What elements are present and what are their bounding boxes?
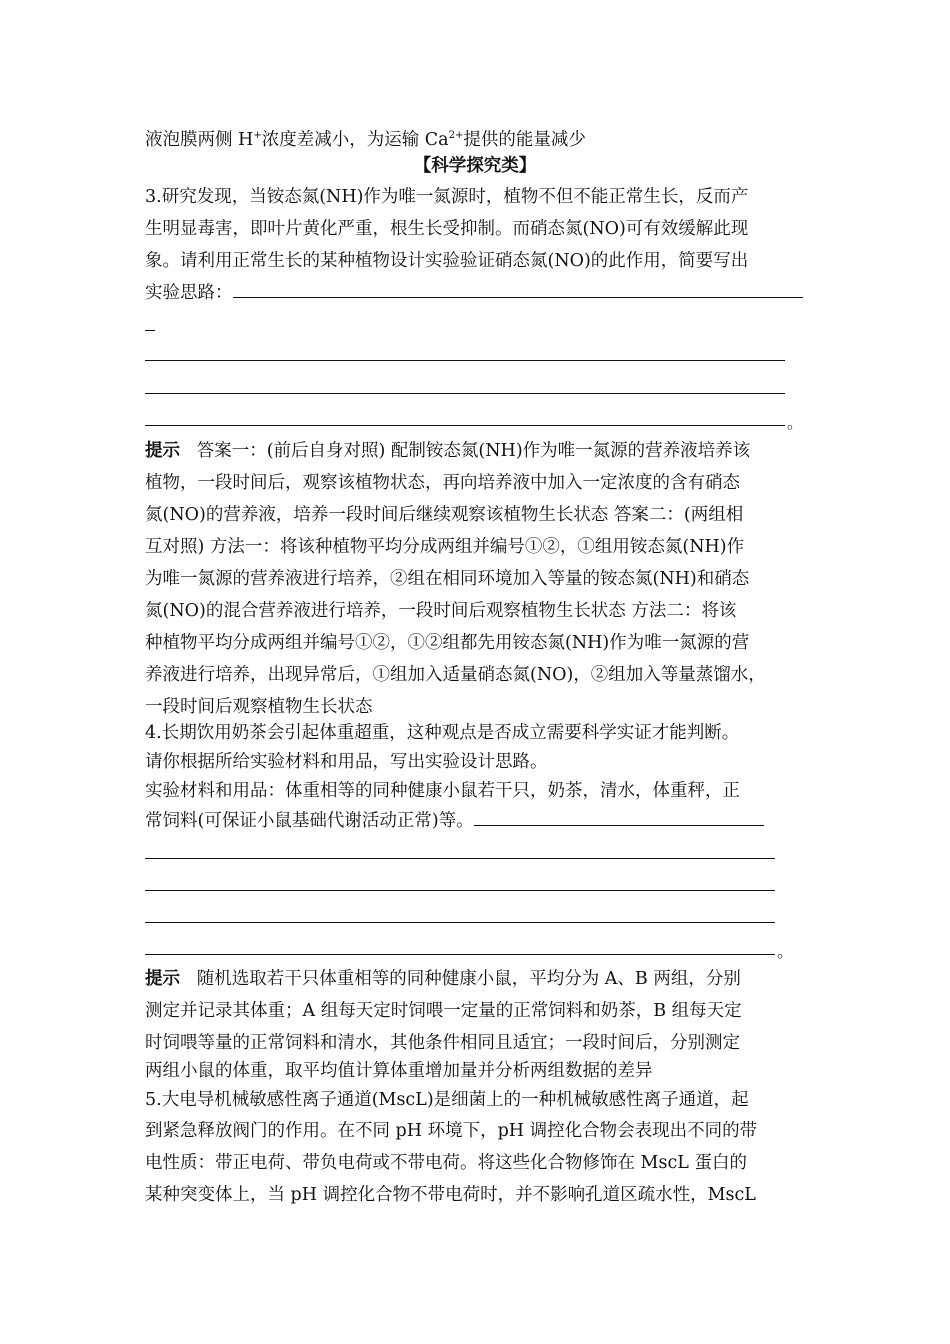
q3-hint-line-6: 氮(NO)的混合营养液进行培养，一段时间后观察植物生长状态 方法二：将该 <box>145 601 737 621</box>
q3-prompt: 实验思路： <box>145 283 233 303</box>
q3-hint-line-1: 提示 答案一：(前后自身对照) 配制铵态氮(NH)作为唯一氮源的营养液培养该 <box>145 441 751 461</box>
q4-answer-blank-1[interactable] <box>474 811 764 826</box>
q3-answer-blank-2[interactable] <box>145 360 785 361</box>
q3-answer-blank-1[interactable] <box>233 283 803 298</box>
q3-line-3: 象。请利用正常生长的某种植物设计实验验证硝态氮(NO)的此作用，简要写出 <box>145 251 749 271</box>
q3-answer-blank-4[interactable] <box>145 425 785 426</box>
q3-hint-line-5: 为唯一氮源的营养液进行培养，②组在相同环境加入等量的铵态氮(NH)和硝态 <box>145 569 750 589</box>
q3-answer-blank-1-tail <box>145 330 155 331</box>
q3-hint-label: 提示 <box>145 441 180 461</box>
q5-line-4: 某种突变体上，当 pH 调控化合物不带电荷时，并不影响孔道区疏水性，MscL <box>145 1185 756 1205</box>
q4-hint-line-1: 提示 随机选取若干只体重相等的同种健康小鼠，平均分为 A、B 两组，分别 <box>145 969 741 989</box>
q4-answer-blank-5[interactable] <box>145 954 775 955</box>
q3-prompt-line <box>145 281 810 305</box>
q4-hint-line-2: 测定并记录其体重；A 组每天定时饲喂一定量的正常饲料和奶茶，B 组每天定 <box>145 1001 742 1021</box>
q4-hint-line-4: 两组小鼠的体重，取平均值计算体重增加量并分析两组数据的差异 <box>145 1061 653 1081</box>
section-title: 【科学探究类】 <box>413 156 537 176</box>
q3-line-2: 生明显毒害，即叶片黄化严重，根生长受抑制。而硝态氮(NO)可有效缓解此现 <box>145 219 749 239</box>
q3-hint-line-2: 植物，一段时间后，观察该植物状态，再向培养液中加入一定浓度的含有硝态 <box>145 473 740 493</box>
q5-line-3: 电性质：带正电荷、带负电荷或不带电荷。将这些化合物修饰在 MscL 蛋白的 <box>145 1153 747 1173</box>
q3-hint-line-9: 一段时间后观察植物生长状态 <box>145 697 373 717</box>
q4-hint-label: 提示 <box>145 969 180 989</box>
q4-line-1: 4.长期饮用奶茶会引起体重超重，这种观点是否成立需要科学实证才能判断。 <box>145 723 740 743</box>
q3-end-mark: 。 <box>787 413 804 432</box>
q4-answer-blank-4[interactable] <box>145 922 775 923</box>
q4-end-mark: 。 <box>777 942 794 961</box>
q4-answer-blank-2[interactable] <box>145 858 775 859</box>
q3-answer-blank-3[interactable] <box>145 393 785 394</box>
q3-hint-line-7: 种植物平均分成两组并编号①②，①②组都先用铵态氮(NH)作为唯一氮源的营 <box>145 633 750 653</box>
q3-hint-line-8: 养液进行培养，出现异常后，①组加入适量硝态氮(NO)，②组加入等量蒸馏水， <box>145 665 766 685</box>
q4-answer-blank-3[interactable] <box>145 890 775 891</box>
q3-hint-line-3: 氮(NO)的营养液，培养一段时间后继续观察该植物生长状态 答案二：(两组相 <box>145 505 744 525</box>
q5-line-2: 到紧急释放阀门的作用。在不同 pH 环境下，pH 调控化合物会表现出不同的带 <box>145 1121 758 1141</box>
q4-hint-line-3: 时饲喂等量的正常饲料和清水，其他条件相同且适宜；一段时间后，分别测定 <box>145 1033 740 1053</box>
top-text-line: 液泡膜两侧 H+浓度差减小，为运输 $Ca^{2+}$提供的能量减少 <box>145 130 586 150</box>
q4-prompt-line <box>145 809 810 833</box>
q4-prompt: 常饲料(可保证小鼠基础代谢活动正常)等。 <box>145 811 474 831</box>
q5-line-1: 5.大电导机械敏感性离子通道(MscL)是细菌上的一种机械敏感性离子通道，起 <box>145 1090 749 1110</box>
q3-hint-line-4: 互对照) 方法一：将该种植物平均分成两组并编号①②，①组用铵态氮(NH)作 <box>145 537 745 557</box>
q4-line-2: 请你根据所给实验材料和用品，写出实验设计思路。 <box>145 752 548 772</box>
q3-line-1: 3.研究发现，当铵态氮(NH)作为唯一氮源时，植物不但不能正常生长，反而产 <box>145 187 749 207</box>
q4-line-3: 实验材料和用品：体重相等的同种健康小鼠若干只，奶茶，清水，体重秤，正 <box>145 781 740 801</box>
